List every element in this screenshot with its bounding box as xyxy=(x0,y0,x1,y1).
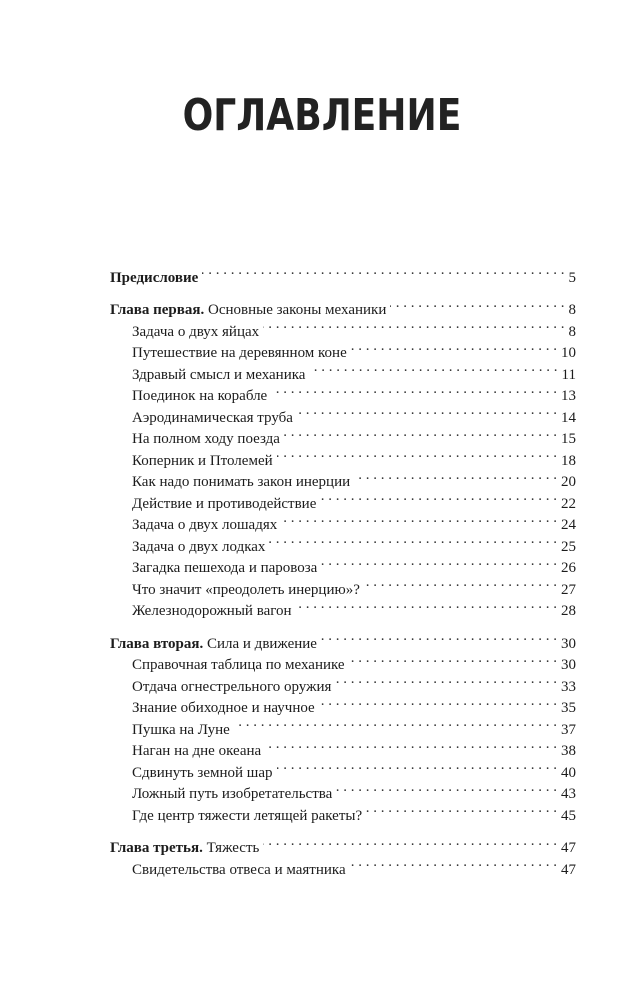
toc-section-title: Пушка на Луне xyxy=(132,721,230,738)
toc-page-number: 35 xyxy=(561,700,576,716)
dot-leader xyxy=(263,314,564,336)
page-title: ОГЛАВЛЕНИЕ xyxy=(182,90,462,141)
toc-page-number: 28 xyxy=(561,603,576,619)
toc-section-title: Действие и противодействие xyxy=(132,495,317,512)
toc-page-number: 37 xyxy=(561,721,576,738)
toc-page-number: 30 xyxy=(561,657,576,673)
dot-leader xyxy=(296,594,557,616)
toc-chapter-subtitle: Сила и движение xyxy=(203,635,317,652)
toc-page-number: 27 xyxy=(561,581,576,598)
dot-leader xyxy=(350,852,557,874)
toc-chapter-2 xyxy=(110,626,576,652)
dot-leader xyxy=(364,572,557,594)
toc-page-number: 24 xyxy=(561,517,576,533)
toc-section-title: Здравый смысл и механика xyxy=(132,366,306,383)
dot-leader xyxy=(265,734,557,756)
toc-section-title: Коперник и Птолемей xyxy=(132,452,273,469)
dot-leader xyxy=(281,508,557,530)
toc-chapter-label: Глава третья. xyxy=(110,840,203,856)
toc-page-number: 15 xyxy=(561,431,576,447)
toc-chapter-title xyxy=(110,634,317,656)
toc-section-title: Где центр тяжести летящей ракеты? xyxy=(132,807,363,824)
dot-leader xyxy=(271,379,557,401)
toc-chapter-3 xyxy=(110,831,576,856)
dot-leader xyxy=(349,648,557,670)
toc-section-title: Ложный путь изобретательства xyxy=(132,786,333,802)
dot-leader xyxy=(390,293,564,315)
toc-section-title: Знание обиходное и научное xyxy=(132,700,315,716)
toc-page-number: 40 xyxy=(561,764,576,781)
toc-entry-preface xyxy=(110,260,576,286)
table-of-contents xyxy=(110,260,576,878)
dot-leader xyxy=(319,691,557,713)
toc-page-number: 20 xyxy=(561,474,576,490)
toc-chapter-label: Глава вторая. xyxy=(110,635,204,652)
dot-leader xyxy=(284,422,557,444)
toc-chapter-title xyxy=(110,838,259,860)
toc-section-title: Как надо понимать закон инерции xyxy=(132,474,351,490)
toc-section-title: Что значит «преодолеть инерцию»? xyxy=(132,581,360,598)
toc-preface-label: Предисловие xyxy=(110,269,199,286)
toc-page-number: 8 xyxy=(568,323,576,340)
toc-page-number: 8 xyxy=(568,302,576,318)
toc-page-number: 30 xyxy=(561,635,576,652)
dot-leader xyxy=(351,336,557,358)
toc-page-number: 47 xyxy=(561,840,576,856)
toc-page-number: 38 xyxy=(561,743,576,759)
toc-chapter-label: Глава первая. xyxy=(110,302,205,318)
toc-section-title: Загадка пешехода и паровоза xyxy=(132,560,318,576)
dot-leader xyxy=(277,443,557,465)
dot-leader xyxy=(354,465,557,487)
toc-section-title: Аэродинамическая труба xyxy=(132,409,293,426)
dot-leader xyxy=(277,755,557,777)
dot-leader xyxy=(202,260,564,282)
toc-section-title: На полном ходу поезда xyxy=(132,431,280,447)
dot-leader xyxy=(269,529,557,551)
dot-leader xyxy=(309,357,557,379)
toc-section-title: Поединок на корабле xyxy=(132,388,268,404)
toc-section-title: Отдача огнестрельного оружия xyxy=(132,678,332,695)
toc-section-title: Свидетельства отвеса и маятника xyxy=(132,861,346,878)
toc-page-number: 5 xyxy=(568,269,576,286)
toc-entry-title xyxy=(110,268,198,290)
toc-page-number: 26 xyxy=(561,560,576,576)
dot-leader xyxy=(234,712,557,734)
toc-page-number: 22 xyxy=(561,495,576,512)
toc-section-title: Путешествие на деревянном коне xyxy=(132,345,347,361)
toc-page-number: 45 xyxy=(561,807,576,824)
dot-leader xyxy=(366,798,557,820)
toc-chapter-1 xyxy=(110,293,576,318)
toc-page-number: 13 xyxy=(561,388,576,404)
toc-section-title: Задача о двух лошадях xyxy=(132,517,278,533)
dot-leader xyxy=(320,486,557,508)
toc-section-title: Сдвинуть земной шар xyxy=(132,764,273,781)
dot-leader xyxy=(297,400,557,422)
toc-page-number: 10 xyxy=(561,345,576,361)
toc-page-number: 43 xyxy=(561,786,576,802)
toc-page-number: 18 xyxy=(561,452,576,469)
toc-section-title: Задача о двух яйцах xyxy=(132,323,260,340)
dot-leader xyxy=(336,777,557,799)
dot-leader xyxy=(321,626,557,648)
toc-page-number: 11 xyxy=(561,366,576,383)
toc-page-number: 14 xyxy=(561,409,576,426)
dot-leader xyxy=(335,669,557,691)
toc-section-title: Справочная таблица по механике xyxy=(132,657,345,673)
toc-section-title: Задача о двух лодках xyxy=(132,538,266,555)
toc-chapter-subtitle: Основные законы механики xyxy=(204,302,387,318)
toc-page-number: 25 xyxy=(561,538,576,555)
dot-leader xyxy=(263,831,557,853)
toc-section-title: Железнодорожный вагон xyxy=(132,603,292,619)
dot-leader xyxy=(321,551,557,573)
toc-section-title: Наган на дне океана xyxy=(132,743,262,759)
toc-chapter-subtitle: Тяжесть xyxy=(202,840,260,856)
toc-page-number: 47 xyxy=(561,861,576,878)
toc-page-number: 33 xyxy=(561,678,576,695)
